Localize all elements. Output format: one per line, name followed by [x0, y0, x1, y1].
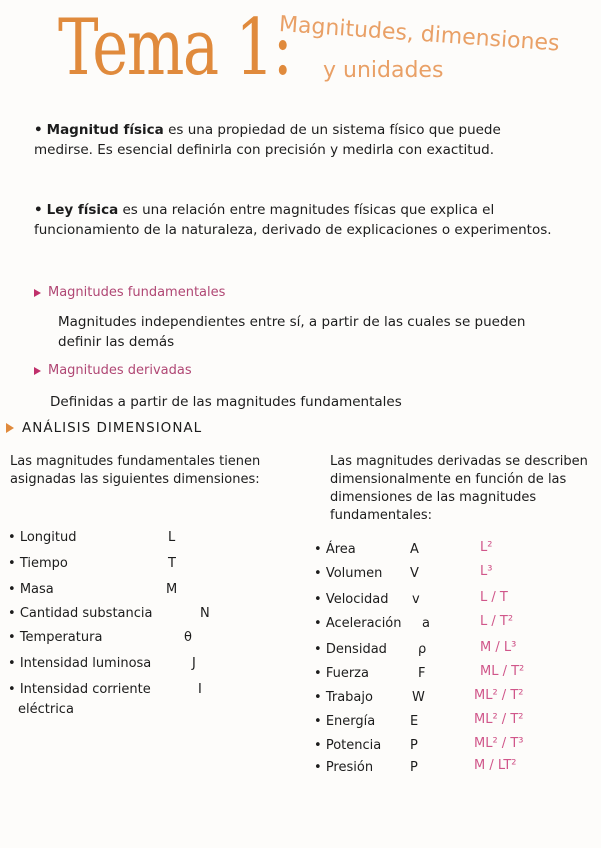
subsection-text-fundamentales: Magnitudes independientes entre sí, a partir de las cuales se pueden definir las demás: [58, 314, 526, 350]
item-name-text: Aceleración: [325, 616, 402, 631]
item-name: • Área: [314, 542, 356, 557]
item-name: • Velocidad: [314, 592, 389, 607]
item-name-text: Intensidad corriente: [19, 682, 151, 697]
list-item: [314, 736, 524, 753]
item-name: • Aceleración: [314, 616, 402, 631]
item-symbol: a: [422, 616, 430, 631]
item-name: • Fuerza: [314, 666, 369, 681]
item-name: • Longitud: [8, 530, 77, 545]
item-name-text: Área: [325, 542, 356, 557]
list-item: [314, 712, 524, 729]
page-subtitle-line-1: Magnitudes, dimensiones: [278, 12, 561, 57]
item-symbol: P: [410, 738, 418, 753]
list-item: [314, 540, 493, 557]
subheading-fundamentales: [34, 285, 225, 300]
subheading-derivadas: [34, 363, 192, 378]
item-symbol: ρ: [418, 642, 427, 657]
item-name: • Potencia: [314, 738, 382, 753]
bullet-text-2: [34, 200, 559, 240]
item-symbol: P: [410, 760, 418, 775]
item-dimension: M / L³: [480, 640, 517, 655]
item-symbol: T: [168, 556, 176, 571]
bullet-description: es una relación entre magnitudes físicas que explica el funcionamiento de la naturaleza, derivado de explicaciones o experimentos.: [34, 202, 552, 238]
item-symbol: A: [410, 542, 419, 557]
item-symbol: J: [192, 656, 196, 671]
item-symbol: v: [412, 592, 420, 607]
item-symbol: N: [200, 606, 210, 621]
triangle-bullet-icon: [34, 289, 41, 297]
subheading-label: Magnitudes derivadas: [48, 363, 192, 378]
list-item: [314, 688, 524, 705]
item-name: • Intensidad corriente: [8, 682, 151, 697]
list-item: [314, 564, 493, 581]
item-dimension: L³: [480, 564, 493, 579]
item-name-text: Longitud: [19, 530, 77, 545]
item-symbol: W: [412, 690, 425, 705]
item-symbol: I: [198, 682, 202, 697]
item-dimension: L²: [480, 540, 493, 555]
item-dimension: ML / T²: [480, 664, 525, 679]
item-name-text: Temperatura: [19, 630, 103, 645]
item-name-text: Potencia: [325, 738, 382, 753]
item-name-text: Tiempo: [19, 556, 68, 571]
item-name: • Densidad: [314, 642, 387, 657]
bullet-ley-fisica: [34, 200, 559, 240]
section-heading-analisis: [6, 420, 202, 436]
intro-derivadas: Las magnitudes derivadas se describen dimensionalmente en función de las dimensiones de las magnitudes fundamentales:: [330, 454, 588, 523]
list-item: [314, 758, 517, 775]
item-symbol: θ: [184, 630, 192, 645]
subsection-text-derivadas: Definidas a partir de las magnitudes fundamentales: [50, 394, 402, 410]
item-name: • Presión: [314, 760, 374, 775]
item-symbol: M: [166, 582, 178, 597]
item-name-text: Cantidad substancia: [19, 606, 153, 621]
item-name-text: eléctrica: [18, 702, 74, 717]
item-name: • Cantidad substancia: [8, 606, 153, 621]
item-dimension: ML² / T²: [474, 712, 524, 727]
triangle-bullet-icon: [6, 423, 14, 433]
intro-fundamentales: Las magnitudes fundamentales tienen asignadas las siguientes dimensiones:: [10, 454, 261, 487]
bullet-magnitud-fisica: [34, 120, 554, 160]
list-item: [314, 664, 525, 681]
item-dimension: ML² / T²: [474, 688, 524, 703]
item-name: • Volumen: [314, 566, 383, 581]
bullet-dot-icon: •: [34, 202, 43, 218]
item-dimension: ML² / T³: [474, 736, 524, 751]
item-name-text: Volumen: [325, 566, 383, 581]
item-symbol: V: [410, 566, 419, 581]
list-item: [314, 614, 514, 631]
bullet-text-1: [34, 120, 554, 160]
page-title: Tema 1:: [58, 3, 292, 93]
item-name-text: Intensidad luminosa: [19, 656, 152, 671]
section-heading-label: ANÁLISIS DIMENSIONAL: [22, 420, 203, 436]
list-item: [314, 590, 508, 607]
bullet-term: Magnitud física: [46, 122, 164, 138]
item-name-text: Densidad: [325, 642, 387, 657]
item-dimension: L / T: [480, 590, 508, 605]
item-dimension: M / LT²: [474, 758, 517, 773]
item-symbol: F: [418, 666, 426, 681]
item-name-text: Trabajo: [325, 690, 373, 705]
item-symbol: L: [168, 530, 176, 545]
item-name: • Trabajo: [314, 690, 373, 705]
page-subtitle-line-2: y unidades: [323, 58, 444, 83]
bullet-description: es una propiedad de un sistema físico que puede medirse. Es esencial definirla con precisión y medirla con exactitud.: [34, 122, 501, 158]
bullet-dot-icon: •: [34, 122, 43, 138]
item-name-text: Presión: [325, 760, 374, 775]
item-name: • Temperatura: [8, 630, 103, 645]
item-name-text: Velocidad: [325, 592, 389, 607]
item-dimension: L / T²: [480, 614, 514, 629]
item-name: • Masa: [8, 582, 54, 597]
list-item: [314, 640, 517, 657]
item-name-text: Energía: [325, 714, 376, 729]
subheading-label: Magnitudes fundamentales: [48, 285, 226, 300]
bullet-term: Ley física: [46, 202, 119, 218]
item-symbol: E: [410, 714, 419, 729]
item-name-text: Fuerza: [325, 666, 369, 681]
item-name: • Intensidad luminosa: [8, 656, 152, 671]
item-name-text: Masa: [19, 582, 54, 597]
item-name: • Tiempo: [8, 556, 68, 571]
triangle-bullet-icon: [34, 367, 41, 375]
item-name: • Energía: [314, 714, 376, 729]
